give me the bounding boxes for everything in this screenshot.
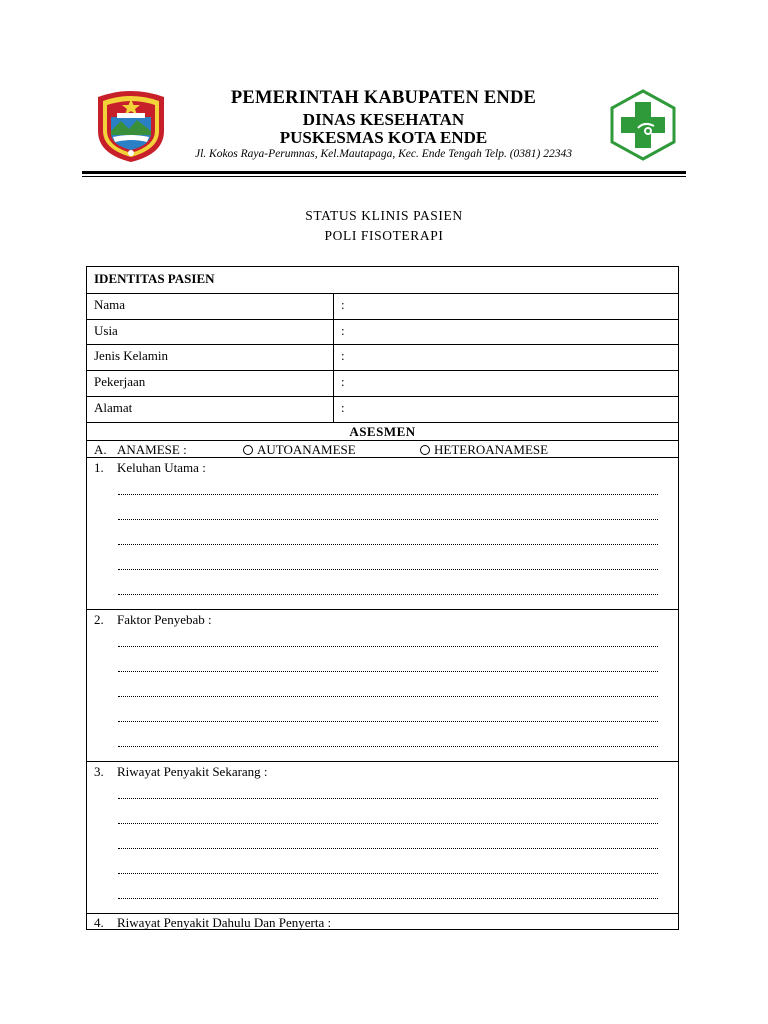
field-row-nama xyxy=(87,293,678,319)
field-row-jenis-kelamin xyxy=(87,344,678,370)
facility-heading: PUSKESMAS KOTA ENDE xyxy=(279,128,488,147)
header-rule-thick xyxy=(82,171,686,174)
item-number: 4. xyxy=(94,915,104,930)
item-riwayat-penyakit-dahulu xyxy=(87,913,678,929)
item-faktor-penyebab xyxy=(87,609,678,761)
item-keluhan-utama xyxy=(87,457,678,609)
field-value-usia[interactable]: : xyxy=(341,323,345,338)
field-label-pekerjaan: Pekerjaan xyxy=(94,374,146,389)
answer-line[interactable] xyxy=(118,569,658,570)
field-label-nama: Nama xyxy=(94,297,126,312)
answer-line[interactable] xyxy=(118,823,658,824)
answer-line[interactable] xyxy=(118,798,658,799)
answer-line[interactable] xyxy=(118,671,658,672)
heteroanamese-option-label[interactable]: HETEROANAMESE xyxy=(434,442,549,457)
asesmen-heading-row xyxy=(87,422,678,440)
field-value-alamat[interactable]: : xyxy=(341,400,345,415)
heteroanamese-radio[interactable] xyxy=(420,445,430,455)
item-number: 3. xyxy=(94,764,104,779)
field-label-alamat: Alamat xyxy=(94,400,133,415)
item-label-keluhan-utama: Keluhan Utama : xyxy=(117,460,206,475)
field-value-jenis-kelamin[interactable]: : xyxy=(341,348,345,363)
government-heading: PEMERINTAH KABUPATEN ENDE xyxy=(230,88,537,108)
answer-line[interactable] xyxy=(118,721,658,722)
answer-line[interactable] xyxy=(118,848,658,849)
autoanamese-option-label[interactable]: AUTOANAMESE xyxy=(257,442,356,457)
puskesmas-logo-icon xyxy=(608,88,678,162)
regency-emblem-icon xyxy=(93,87,169,163)
field-value-pekerjaan[interactable]: : xyxy=(341,374,345,389)
autoanamese-radio[interactable] xyxy=(243,445,253,455)
patient-form-table xyxy=(86,266,679,930)
asesmen-heading: ASESMEN xyxy=(349,424,416,439)
answer-line[interactable] xyxy=(118,696,658,697)
item-number: 1. xyxy=(94,460,104,475)
field-row-alamat xyxy=(87,396,678,422)
answer-line[interactable] xyxy=(118,594,658,595)
field-value-nama[interactable]: : xyxy=(341,297,345,312)
identitas-heading: IDENTITAS PASIEN xyxy=(94,271,215,286)
field-row-usia xyxy=(87,319,678,344)
field-label-jenis-kelamin: Jenis Kelamin xyxy=(94,348,169,363)
item-label-riwayat-sekarang: Riwayat Penyakit Sekarang : xyxy=(117,764,268,779)
answer-line[interactable] xyxy=(118,494,658,495)
anamese-letter: A. xyxy=(94,442,107,457)
answer-line[interactable] xyxy=(118,873,658,874)
identitas-heading-row xyxy=(87,267,678,293)
address-line: Jl. Kokos Raya-Perumnas, Kel.Mautapaga, Kec. Ende Tengah Telp. (0381) 22343 xyxy=(194,148,572,160)
answer-line[interactable] xyxy=(118,898,658,899)
answer-line[interactable] xyxy=(118,646,658,647)
anamese-row xyxy=(87,440,678,457)
anamese-label: ANAMESE : xyxy=(117,442,187,457)
field-row-pekerjaan xyxy=(87,370,678,396)
item-label-faktor-penyebab: Faktor Penyebab : xyxy=(117,612,212,627)
item-label-riwayat-dahulu: Riwayat Penyakit Dahulu Dan Penyerta : xyxy=(117,915,332,930)
answer-line[interactable] xyxy=(118,544,658,545)
item-riwayat-penyakit-sekarang xyxy=(87,761,678,913)
answer-line[interactable] xyxy=(118,519,658,520)
document-subtitle: POLI FISOTERAPI xyxy=(324,228,444,243)
answer-line[interactable] xyxy=(118,746,658,747)
document-title: STATUS KLINIS PASIEN xyxy=(305,208,463,223)
item-number: 2. xyxy=(94,612,104,627)
agency-heading: DINAS KESEHATAN xyxy=(302,110,465,129)
field-label-usia: Usia xyxy=(94,323,118,338)
header-rule-thin xyxy=(82,176,686,177)
column-divider xyxy=(333,293,334,422)
